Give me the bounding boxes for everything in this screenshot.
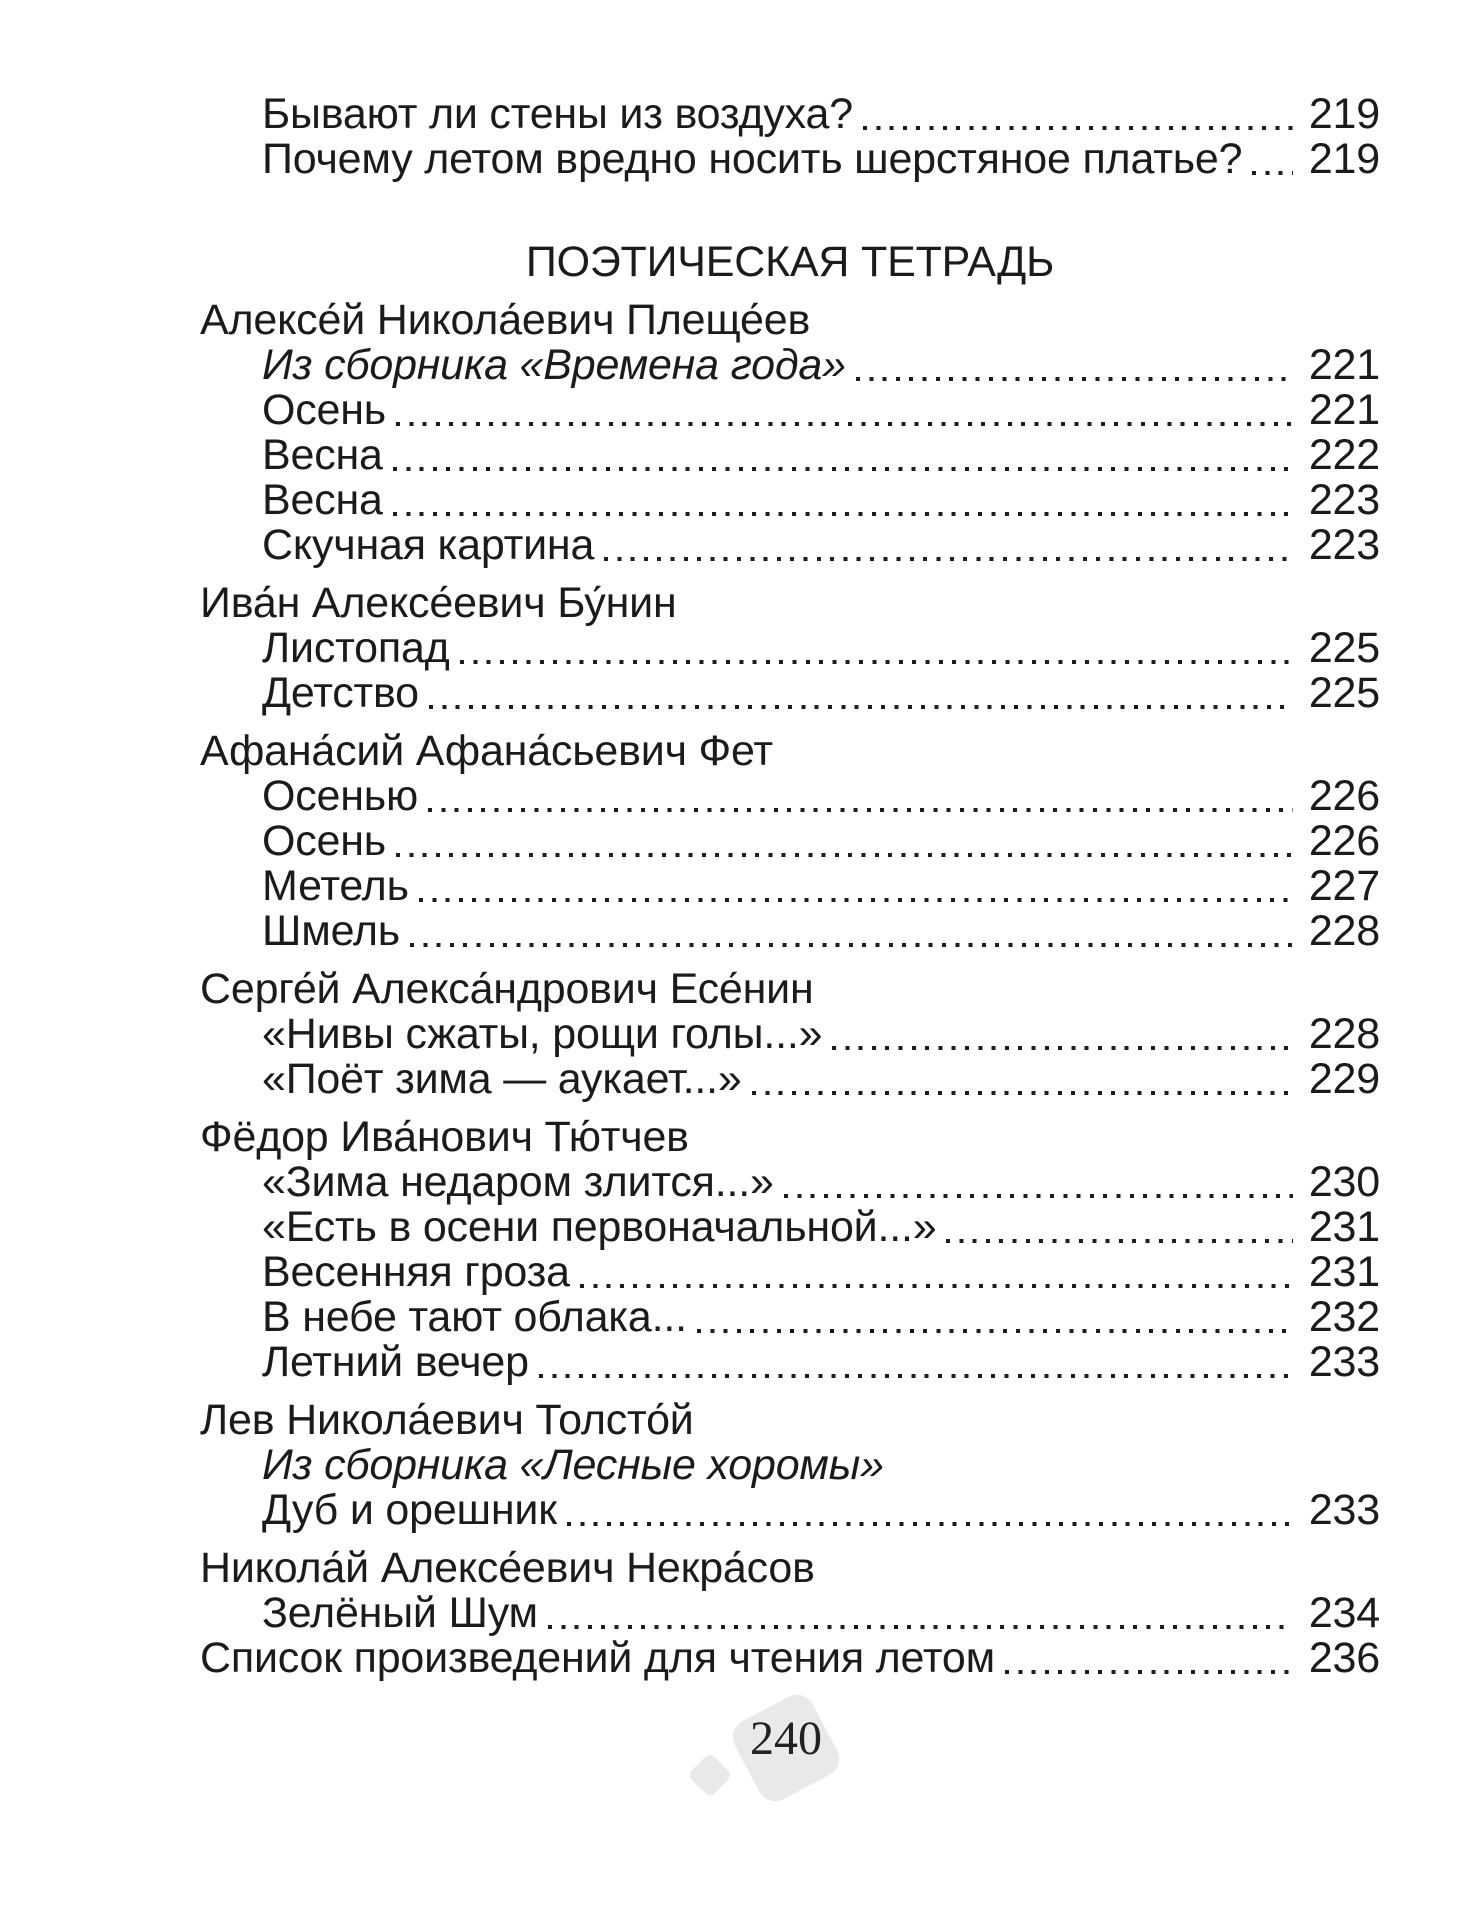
toc-entry-title: Весна (262, 431, 383, 479)
toc-author-group (200, 967, 1380, 1102)
toc-entry-page: 225 (1308, 669, 1380, 717)
dot-leader (429, 671, 1293, 716)
toc-entry-page: 223 (1308, 476, 1380, 524)
toc-entry-title: Метель (262, 862, 409, 910)
toc-entry-page: 229 (1308, 1055, 1380, 1103)
dot-leader (784, 1160, 1293, 1205)
toc-entry-title: Детство (262, 669, 419, 717)
toc-author-row (200, 1546, 1380, 1591)
toc-row (200, 671, 1380, 716)
table-of-contents (200, 92, 1380, 1681)
toc-row (200, 523, 1380, 568)
toc-author-group (200, 298, 1380, 568)
dot-leader (604, 523, 1293, 568)
dot-leader (567, 1488, 1293, 1533)
toc-author-name: Ива́н Алексе́евич Бу́нин (200, 579, 677, 627)
toc-row (200, 388, 1380, 433)
dot-leader (1252, 137, 1292, 182)
toc-row (200, 1340, 1380, 1385)
toc-row (200, 1295, 1380, 1340)
dot-leader (428, 774, 1293, 819)
toc-author-row (200, 1115, 1380, 1160)
toc-row (200, 1636, 1380, 1681)
toc-entry-page: 221 (1308, 341, 1380, 389)
toc-author-name: Фёдор Ива́нович Тю́тчев (200, 1113, 689, 1161)
toc-author-row (200, 729, 1380, 774)
toc-row (200, 433, 1380, 478)
toc-entry-title: В небе тают облака... (262, 1293, 687, 1341)
toc-row (200, 1057, 1380, 1102)
toc-entry-page: 223 (1308, 521, 1380, 569)
toc-row (200, 819, 1380, 864)
toc-author-row (200, 967, 1380, 1012)
toc-author-row (200, 1398, 1380, 1443)
toc-entry-page: 234 (1308, 1589, 1380, 1637)
tail-entries (200, 1636, 1380, 1681)
toc-entry-page: 222 (1308, 431, 1380, 479)
toc-author-group (200, 1115, 1380, 1385)
toc-entry-page: 219 (1308, 135, 1380, 183)
toc-row (200, 1488, 1380, 1533)
toc-row (200, 478, 1380, 523)
toc-entry-page: 236 (1308, 1634, 1380, 1682)
toc-entry-title: Скучная картина (262, 521, 595, 569)
dot-leader (697, 1295, 1293, 1340)
toc-row (200, 1205, 1380, 1250)
toc-row (200, 1160, 1380, 1205)
pre-section-entries (200, 92, 1380, 182)
toc-author-group (200, 581, 1380, 716)
toc-entry-title: Дуб и орешник (262, 1486, 557, 1534)
toc-entry-page: 230 (1308, 1158, 1380, 1206)
toc-row (200, 1443, 1380, 1488)
toc-entry-page: 228 (1308, 907, 1380, 955)
toc-entry-title: Бывают ли стены из воздуха? (262, 90, 853, 138)
page-number: 240 (750, 1712, 822, 1765)
toc-entry-title: «Нивы сжаты, рощи голы...» (262, 1010, 823, 1058)
toc-entry-title: Весенняя гроза (262, 1248, 570, 1296)
toc-author-name: Никола́й Алексе́евич Некра́сов (200, 1544, 815, 1592)
toc-author-group (200, 1546, 1380, 1636)
dot-leader (396, 819, 1293, 864)
dot-leader (393, 433, 1293, 478)
toc-entry-title: Осень (262, 817, 387, 865)
toc-entry-title: «Зима недаром злится...» (262, 1158, 774, 1206)
dot-leader (539, 1340, 1293, 1385)
dot-leader (548, 1591, 1293, 1636)
toc-row (200, 1012, 1380, 1057)
toc-row (200, 137, 1380, 182)
toc-row (200, 92, 1380, 137)
dot-leader (419, 864, 1293, 909)
dot-leader (410, 909, 1293, 954)
toc-entry-title: Из сборника «Лесные хоромы» (262, 1441, 884, 1489)
toc-entry-title: Листопад (262, 624, 450, 672)
toc-author-name: Афана́сий Афана́сьевич Фет (200, 727, 773, 775)
toc-row (200, 909, 1380, 954)
dot-leader (856, 343, 1293, 388)
toc-entry-title: Шмель (262, 907, 400, 955)
toc-entry-page: 221 (1308, 386, 1380, 434)
toc-entry-title: «Есть в осени первоначальной...» (262, 1203, 937, 1251)
toc-author-group (200, 729, 1380, 954)
toc-row (200, 774, 1380, 819)
dot-leader (863, 92, 1293, 137)
toc-entry-title: Осень (262, 386, 387, 434)
dot-leader (832, 1012, 1293, 1057)
toc-entry-page: 231 (1308, 1248, 1380, 1296)
toc-author-name: Серге́й Алекса́ндрович Есе́нин (200, 965, 814, 1013)
toc-entry-title: Список произведений для чтения летом (200, 1634, 995, 1682)
toc-author-row (200, 581, 1380, 626)
author-groups (200, 298, 1380, 1636)
toc-entry-page: 219 (1308, 90, 1380, 138)
toc-row (200, 626, 1380, 671)
toc-row (200, 343, 1380, 388)
toc-author-row (200, 298, 1380, 343)
toc-entry-title: Из сборника «Времена года» (262, 341, 846, 389)
toc-entry-title: Почему летом вредно носить шерстяное платье? (262, 135, 1243, 183)
toc-entry-page: 226 (1308, 772, 1380, 820)
toc-entry-page: 232 (1308, 1293, 1380, 1341)
toc-row (200, 864, 1380, 909)
dot-leader (393, 478, 1293, 523)
toc-row (200, 1591, 1380, 1636)
toc-entry-title: «Поёт зима — аукает...» (262, 1055, 742, 1103)
dot-leader (396, 388, 1293, 433)
toc-entry-title: Зелёный Шум (262, 1589, 538, 1637)
dot-leader (752, 1057, 1293, 1102)
toc-row (200, 1250, 1380, 1295)
dot-leader (580, 1250, 1293, 1295)
toc-entry-title: Весна (262, 476, 383, 524)
toc-entry-title: Осенью (262, 772, 419, 820)
dot-leader (460, 626, 1293, 671)
dot-leader (946, 1205, 1292, 1250)
toc-author-group (200, 1398, 1380, 1533)
toc-entry-title: Летний вечер (262, 1338, 529, 1386)
toc-entry-page: 227 (1308, 862, 1380, 910)
toc-entry-page: 231 (1308, 1203, 1380, 1251)
toc-entry-page: 233 (1308, 1338, 1380, 1386)
toc-entry-page: 233 (1308, 1486, 1380, 1534)
section-heading: ПОЭТИЧЕСКАЯ ТЕТРАДЬ (525, 238, 1055, 286)
toc-entry-page: 225 (1308, 624, 1380, 672)
toc-entry-page: 226 (1308, 817, 1380, 865)
toc-entry-page: 228 (1308, 1010, 1380, 1058)
dot-leader (1005, 1636, 1293, 1681)
toc-author-name: Алексе́й Никола́евич Плеще́ев (200, 296, 811, 344)
toc-author-name: Лев Никола́евич Толсто́й (200, 1396, 694, 1444)
